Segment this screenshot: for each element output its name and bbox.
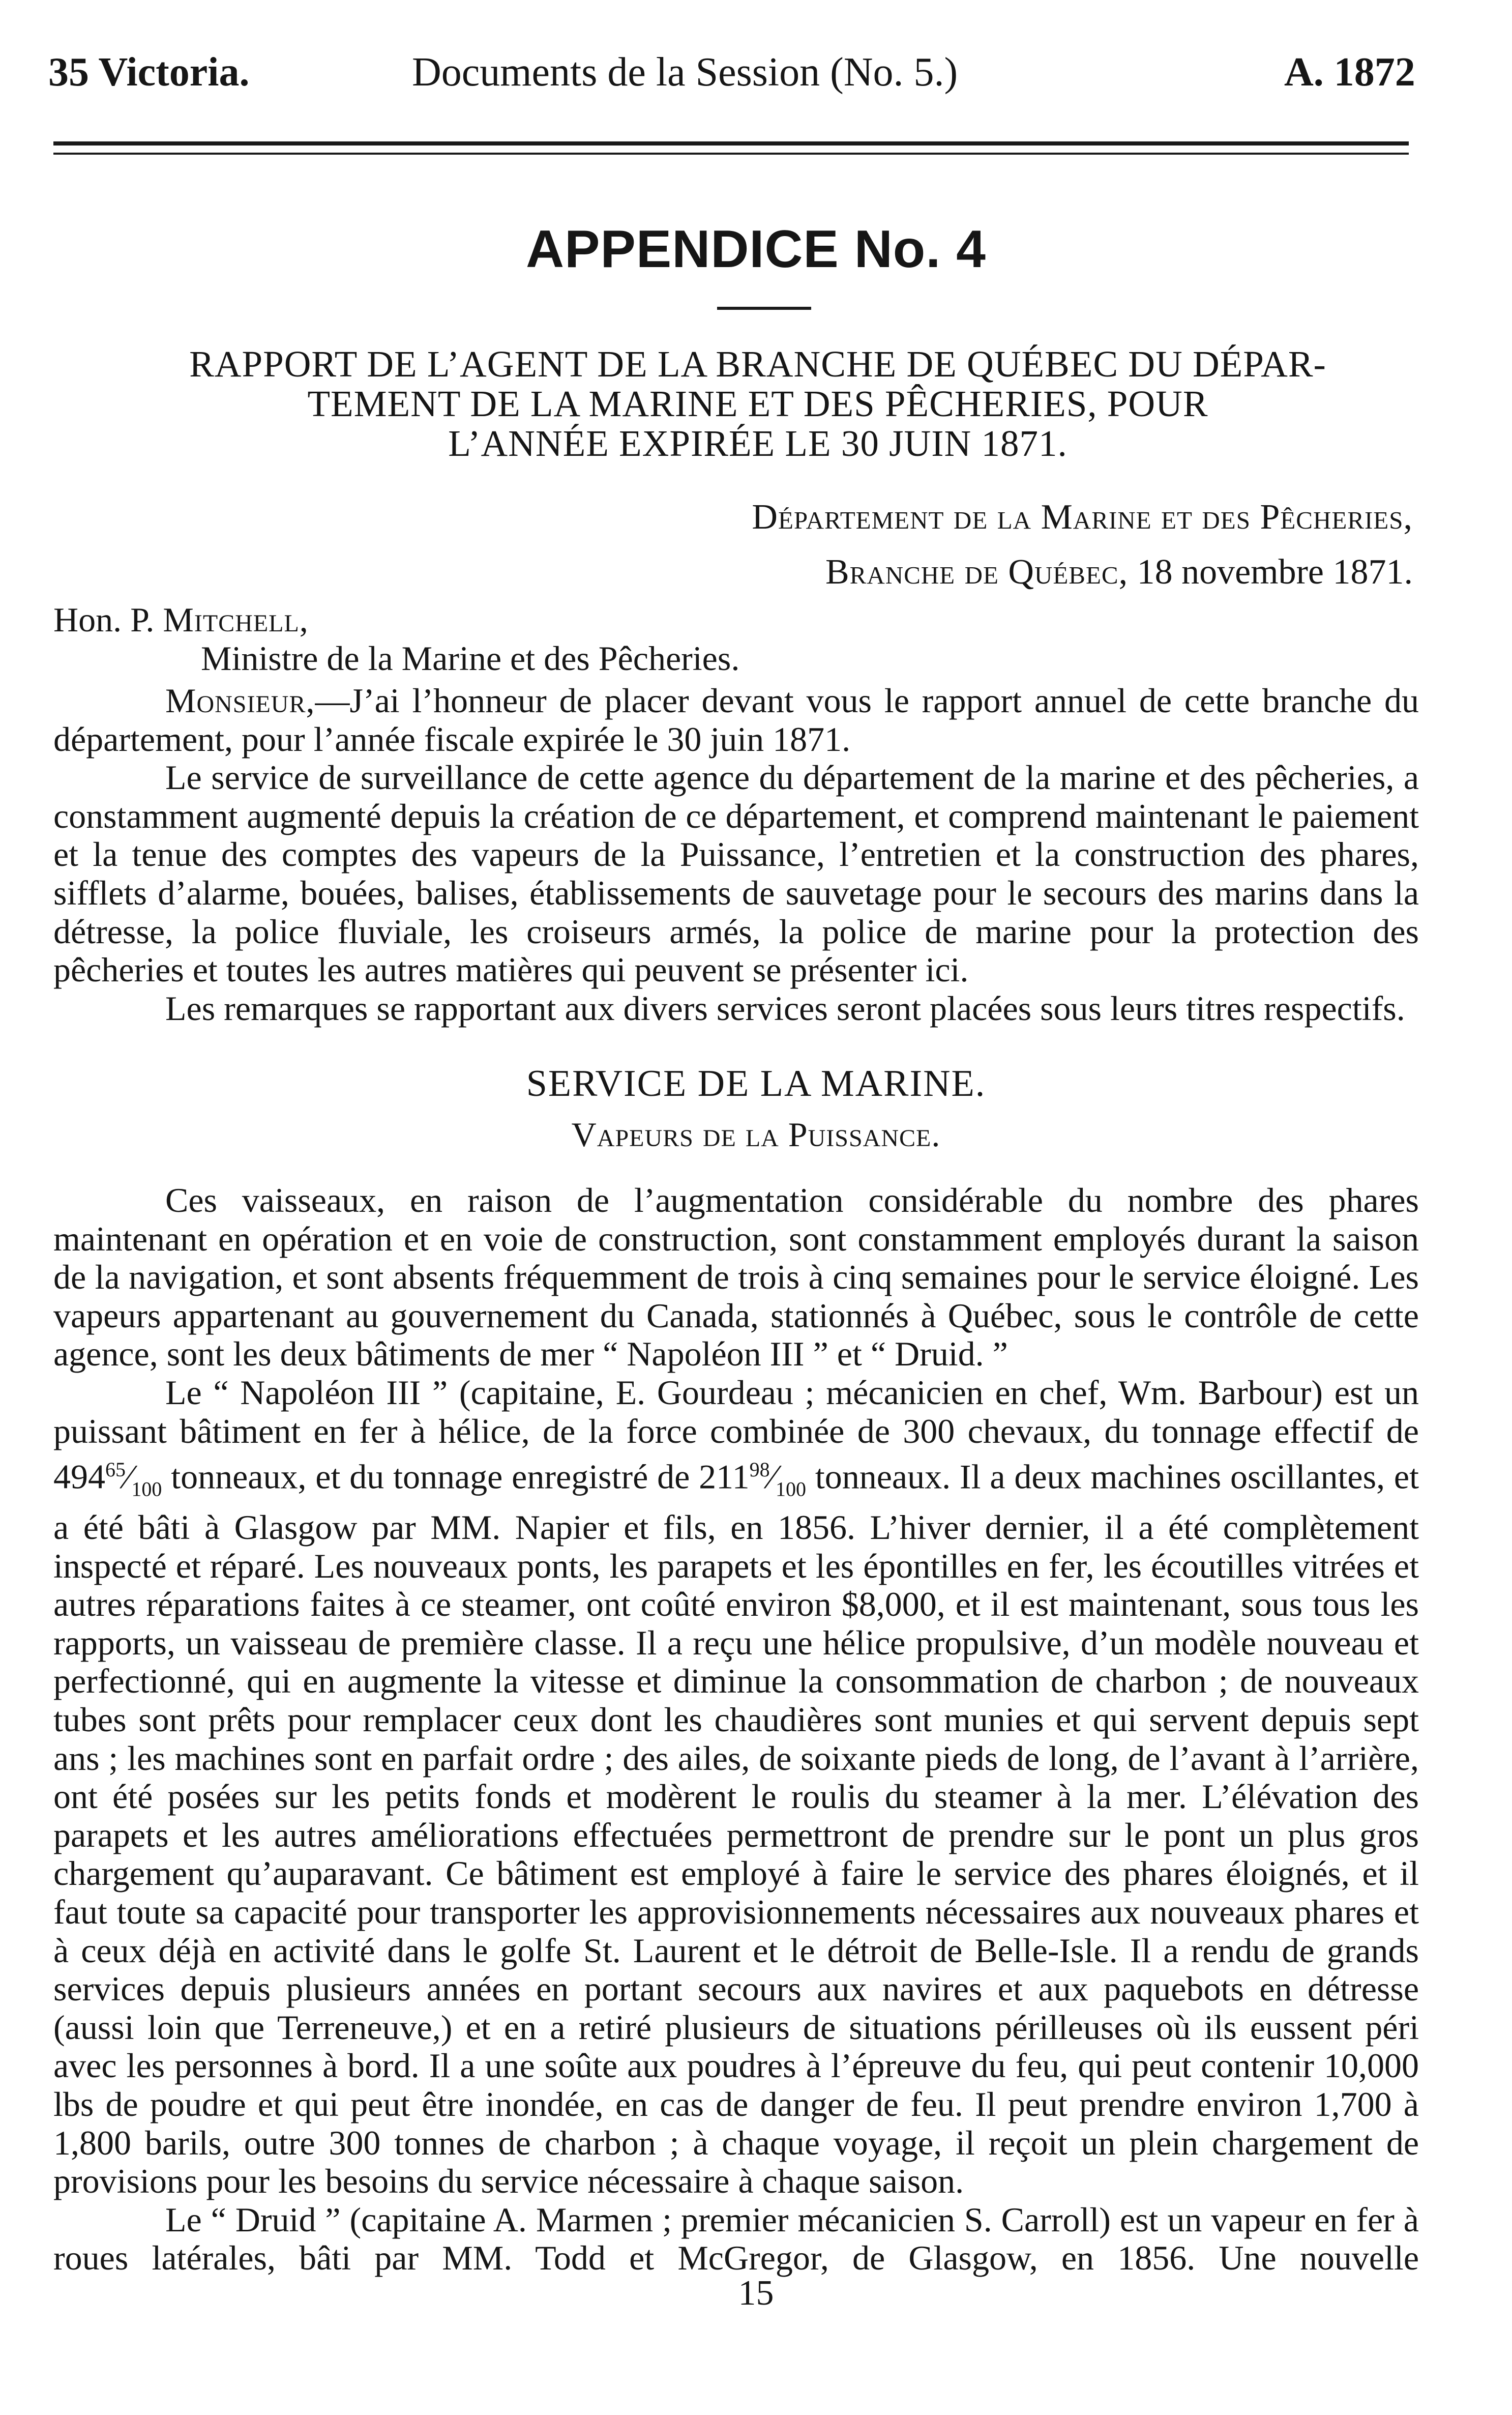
body-text: tonneaux, et du tonnage enregistré de 211 [162, 1457, 750, 1496]
dateline-date: 18 novembre 1871. [1137, 552, 1413, 592]
fraction-denominator: 100 [131, 1477, 162, 1501]
header-rule-thick [53, 141, 1409, 146]
intro-paragraph-text: —J’ai l’honneur de placer devant vous le rapport annuel de cette branche du département, pour l’année fiscale expirée le 30 juin 1871. [53, 681, 1419, 759]
page-number: 15 [738, 2274, 774, 2313]
body-text: Le “ Napoléon III ” (capitaine, E. Gourdeau ; mécanicien en chef, Wm. Barbour) est un puissant bâtiment en fer à hélice, de la force combinée de 300 chevaux, du tonnage effectif de 494 [53, 1373, 1419, 1496]
fraction-numerator: 98 [749, 1458, 770, 1481]
addressee [53, 600, 969, 678]
dateline-place-date [192, 545, 1413, 600]
report-title-line-1: RAPPORT DE L’AGENT DE LA BRANCHE DE QUÉBEC DU DÉPAR- [189, 343, 1326, 385]
intro-paragraph [53, 682, 1419, 759]
body-text: tonneaux. Il a deux machines oscillantes, et a été bâti à Glasgow par MM. Napier et fils, en 1856. L’hiver dernier, il a été complètement inspecté et réparé. Les nouveaux ponts, les parapets et les épontilles en fer, les écoutilles vitrées et autres réparations faites à ce steamer, ont coûté environ $8,000, et il est maintenant, sous tous les rapports, un vaisseau de première classe. Il a reçu une hélice propulsive, d’un modèle nouveau et perfectionné, qui en augmente la vitesse et diminue la consommation de charbon ; de nouveaux tubes sont prêts pour remplacer ceux dont les chaudières sont munies et qui servent depuis sept ans ; les machines sont en parfait ordre ; des ailes, de soixante pieds de long, de l’avant à l’arrière, ont été posées sur les petits fonds et modèrent le roulis du steamer à la mer. L’élévation des parapets et les autres améliorations effectuées permettront de prendre sur le pont un plus gros chargement qu’auparavant. Ce bâtiment est employé à faire le service des phares éloignés, et il faut toute sa capacité pour transporter les approvisionnements nécessaires aux nouveaux phares et à ceux déjà en activité dans le golfe St. Laurent et le détroit de Belle-Isle. Il a rendu de grands services depuis plusieurs années en portant secours aux navires et aux paquebots en détresse (aussi loin que Terreneuve,) et en a retiré plusieurs de situations périlleuses où ils eussent péri avec les personnes à bord. Il a une soûte aux poudres à l’épreuve du feu, qui peut contenir 10,000 lbs de poudre et qui peut être inondée, en cas de danger de feu. Il peut prendre environ 1,700 à 1,800 barils, outre 300 tonnes de charbon ; à chaque voyage, il reçoit un plein chargement de provisions pour les besoins du service nécessaire à chaque saison. [53, 1457, 1419, 2201]
addressee-name [53, 600, 969, 639]
introduction [53, 682, 1419, 1028]
addressee-title: Ministre de la Marine et des Pêcheries. [201, 639, 740, 678]
running-header-year: A. 1872 [1284, 50, 1415, 95]
body-paragraph: Le “ Druid ” (capitaine A. Marmen ; premier mécanicien S. Carroll) est un vapeur en fer à roues latérales, bâti par MM. Todd et McGregor, de Glasgow, en 1856. Une nouvelle [53, 2200, 1419, 2278]
section-heading: SERVICE DE LA MARINE. [526, 1063, 986, 1104]
addressee-surname: Mitchell, [163, 600, 309, 639]
header-rule-thin [53, 153, 1409, 155]
body-paragraph: Ces vaisseaux, en raison de l’augmentation considérable du nombre des phares maintenant en opération et en voie de construction, sont constamment employés durant la saison de la navigation, et sont absents fréquemment de trois à cinq semaines pour le service éloigné. Les vapeurs appartenant au gouvernement du Canada, stationnés à Québec, sous le contrôle de cette agence, sont les deux bâtiments de mer “ Napoléon III ” et “ Druid. ” [53, 1181, 1419, 1374]
report-title-line-2: TEMENT DE LA MARINE ET DES PÊCHERIES, POUR [307, 383, 1208, 424]
body-paragraph-napoleon: Le “ Napoléon III ” (capitaine, E. Gourdeau ; mécanicien en chef, Wm. Barbour) est un puissant bâtiment en fer à hélice, de la force combinée de 300 chevaux, du tonnage effectif de $494^{65}⁄_{100}$ tonneaux, et du tonnage enregistré de $211^{98}⁄_{100}$ tonneaux. Il a deux machines oscillantes, et a été bâti à Glasgow par MM. Napier et fils, en 1856. L’hiver dernier, il a été complètement inspecté et réparé. Les nouveaux ponts, les parapets et les épontilles en fer, les écoutilles vitrées et autres réparations faites à ce steamer, ont coûté environ $8,000, et il est maintenant, sous tous les rapports, un vaisseau de première classe. Il a reçu une hélice propulsive, d’un modèle nouveau et perfectionné, qui en augmente la vitesse et diminue la consommation de charbon ; de nouveaux tubes sont prêts pour remplacer ceux dont les chaudières sont munies et qui servent depuis sept ans ; les machines sont en parfait ordre ; des ailes, de soixante pieds de long, de l’avant à l’arrière, ont été posées sur les petits fonds et modèrent le roulis du steamer à la mer. L’élévation des parapets et les autres améliorations effectuées permettront de prendre sur le pont un plus gros chargement qu’auparavant. Ce bâtiment est employé à faire le service des phares éloignés, et il faut toute sa capacité pour transporter les approvisionnements nécessaires aux nouveaux phares et à ceux déjà en activité dans le golfe St. Laurent et le détroit de Belle-Isle. Il a rendu de grands services depuis plusieurs années en portant secours aux navires et aux paquebots en détresse (aussi loin que Terreneuve,) et en a retiré plusieurs de situations périlleuses où ils eussent péri avec les personnes à bord. Il a une soûte aux poudres à l’épreuve du feu, qui peut contenir 10,000 lbs de poudre et qui peut être inondée, en cas de danger de feu. Il peut prendre environ 1,700 à 1,800 barils, outre 300 tonnes de charbon ; à chaque voyage, il reçoit un plein chargement de provisions pour les besoins du service nécessaire à chaque saison. [53, 1373, 1419, 2201]
addressee-prefix: Hon. P. [53, 600, 155, 639]
report-title-line-3: L’ANNÉE EXPIRÉE LE 30 JUIN 1871. [448, 423, 1068, 464]
intro-paragraph: Les remarques se rapportant aux divers services seront placées sous leurs titres respectifs. [165, 988, 1405, 1028]
fraction-numerator: 65 [105, 1458, 126, 1481]
report-title [97, 344, 1419, 463]
fraction-denominator: 100 [775, 1477, 806, 1501]
title-divider [717, 307, 811, 310]
dateline-place: Branche de Québec, [825, 552, 1129, 592]
salutation: Monsieur, [165, 681, 315, 720]
running-header-session: 35 Victoria. [48, 50, 250, 95]
dateline-department: Département de la Marine et des Pêcheries, [752, 498, 1413, 537]
section-body [53, 1181, 1419, 2278]
running-header-title: Documents de la Session (No. 5.) [412, 50, 958, 95]
sub-heading: Vapeurs de la Puissance. [571, 1115, 941, 1154]
dateline [192, 490, 1413, 600]
appendix-title: APPENDICE No. 4 [526, 220, 986, 279]
intro-paragraph: Le service de surveillance de cette agence du département de la marine et des pêcheries, a constamment augmenté depuis la création de ce département, et comprend maintenant le paiement et la tenue des comptes des vapeurs de la Puissance, l’entretien et la construction des phares, sifflets d’alarme, bouées, balises, établissements de sauvetage pour le secours des marins dans la détresse, la police fluviale, les croiseurs armés, la police de marine pour la protection des pêcheries et toutes les autres matières qui peuvent se présenter ici. [53, 758, 1419, 990]
